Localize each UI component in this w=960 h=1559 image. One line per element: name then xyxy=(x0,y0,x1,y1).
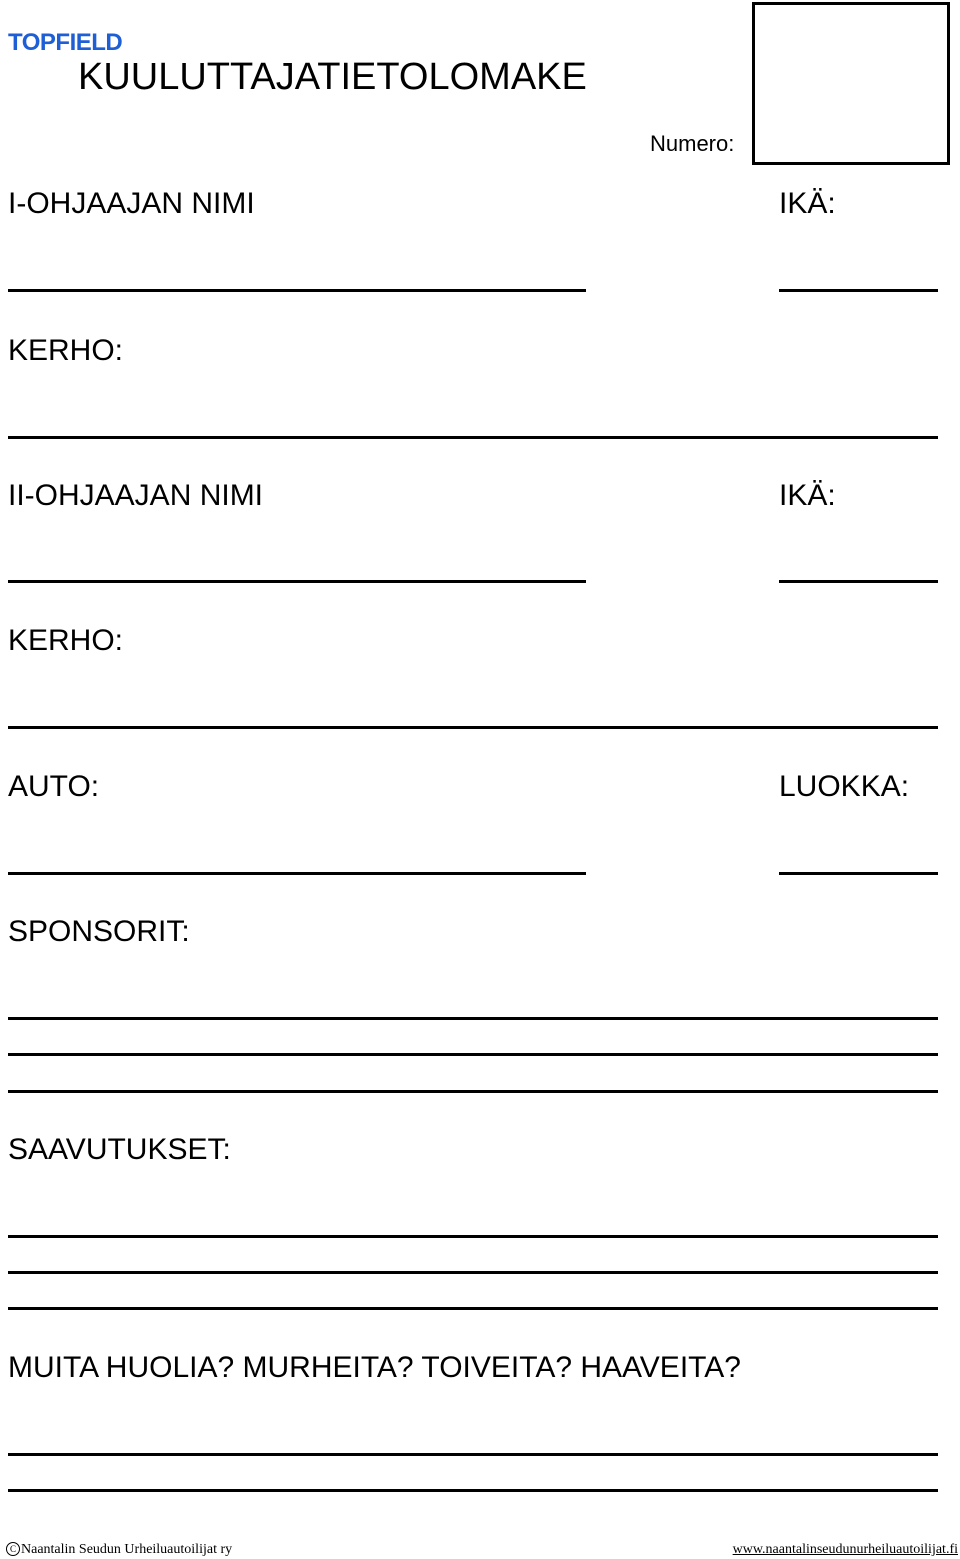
other-field-line[interactable] xyxy=(8,1453,938,1456)
footer-copyright xyxy=(6,1542,232,1557)
driver2-name-label: II-OHJAAJAN NIMI xyxy=(8,479,264,512)
sponsors-label: SPONSORIT: xyxy=(8,915,190,948)
class-field[interactable] xyxy=(779,872,938,875)
achievements-label: SAAVUTUKSET: xyxy=(8,1133,231,1166)
other-field-line[interactable] xyxy=(8,1489,938,1492)
footer-copyright-text: Naantalin Seudun Urheiluautoilijat ry xyxy=(21,1542,233,1557)
driver1-club-label: KERHO: xyxy=(8,334,124,367)
driver1-name-label: I-OHJAAJAN NIMI xyxy=(8,187,255,220)
copyright-icon: C xyxy=(6,1542,20,1556)
driver2-club-field[interactable] xyxy=(8,726,938,729)
driver1-club-field[interactable] xyxy=(8,436,938,439)
car-field[interactable] xyxy=(8,872,586,875)
sponsors-field-line[interactable] xyxy=(8,1090,938,1093)
achievements-field-line[interactable] xyxy=(8,1271,938,1274)
driver1-age-field[interactable] xyxy=(779,289,938,292)
footer-website-link[interactable]: www.naantalinseudunurheiluautoilijat.fi xyxy=(732,1542,958,1557)
driver2-club-label: KERHO: xyxy=(8,624,124,657)
achievements-field-line[interactable] xyxy=(8,1307,938,1310)
driver1-age-label: IKÄ: xyxy=(779,187,836,220)
driver1-name-field[interactable] xyxy=(8,289,586,292)
topfield-logo: TOPFIELD xyxy=(8,29,123,56)
sponsors-field-line[interactable] xyxy=(8,1053,938,1056)
numero-label: Numero: xyxy=(650,131,735,156)
car-label: AUTO: xyxy=(8,770,100,803)
sponsors-field-line[interactable] xyxy=(8,1017,938,1020)
class-label: LUOKKA: xyxy=(779,770,910,803)
other-label: MUITA HUOLIA? MURHEITA? TOIVEITA? HAAVEITA? xyxy=(8,1351,741,1384)
driver2-age-label: IKÄ: xyxy=(779,479,836,512)
driver2-name-field[interactable] xyxy=(8,580,586,583)
numero-field[interactable] xyxy=(752,2,950,165)
achievements-field-line[interactable] xyxy=(8,1235,938,1238)
driver2-age-field[interactable] xyxy=(779,580,938,583)
page-title: KUULUTTAJATIETOLOMAKE xyxy=(78,56,587,98)
